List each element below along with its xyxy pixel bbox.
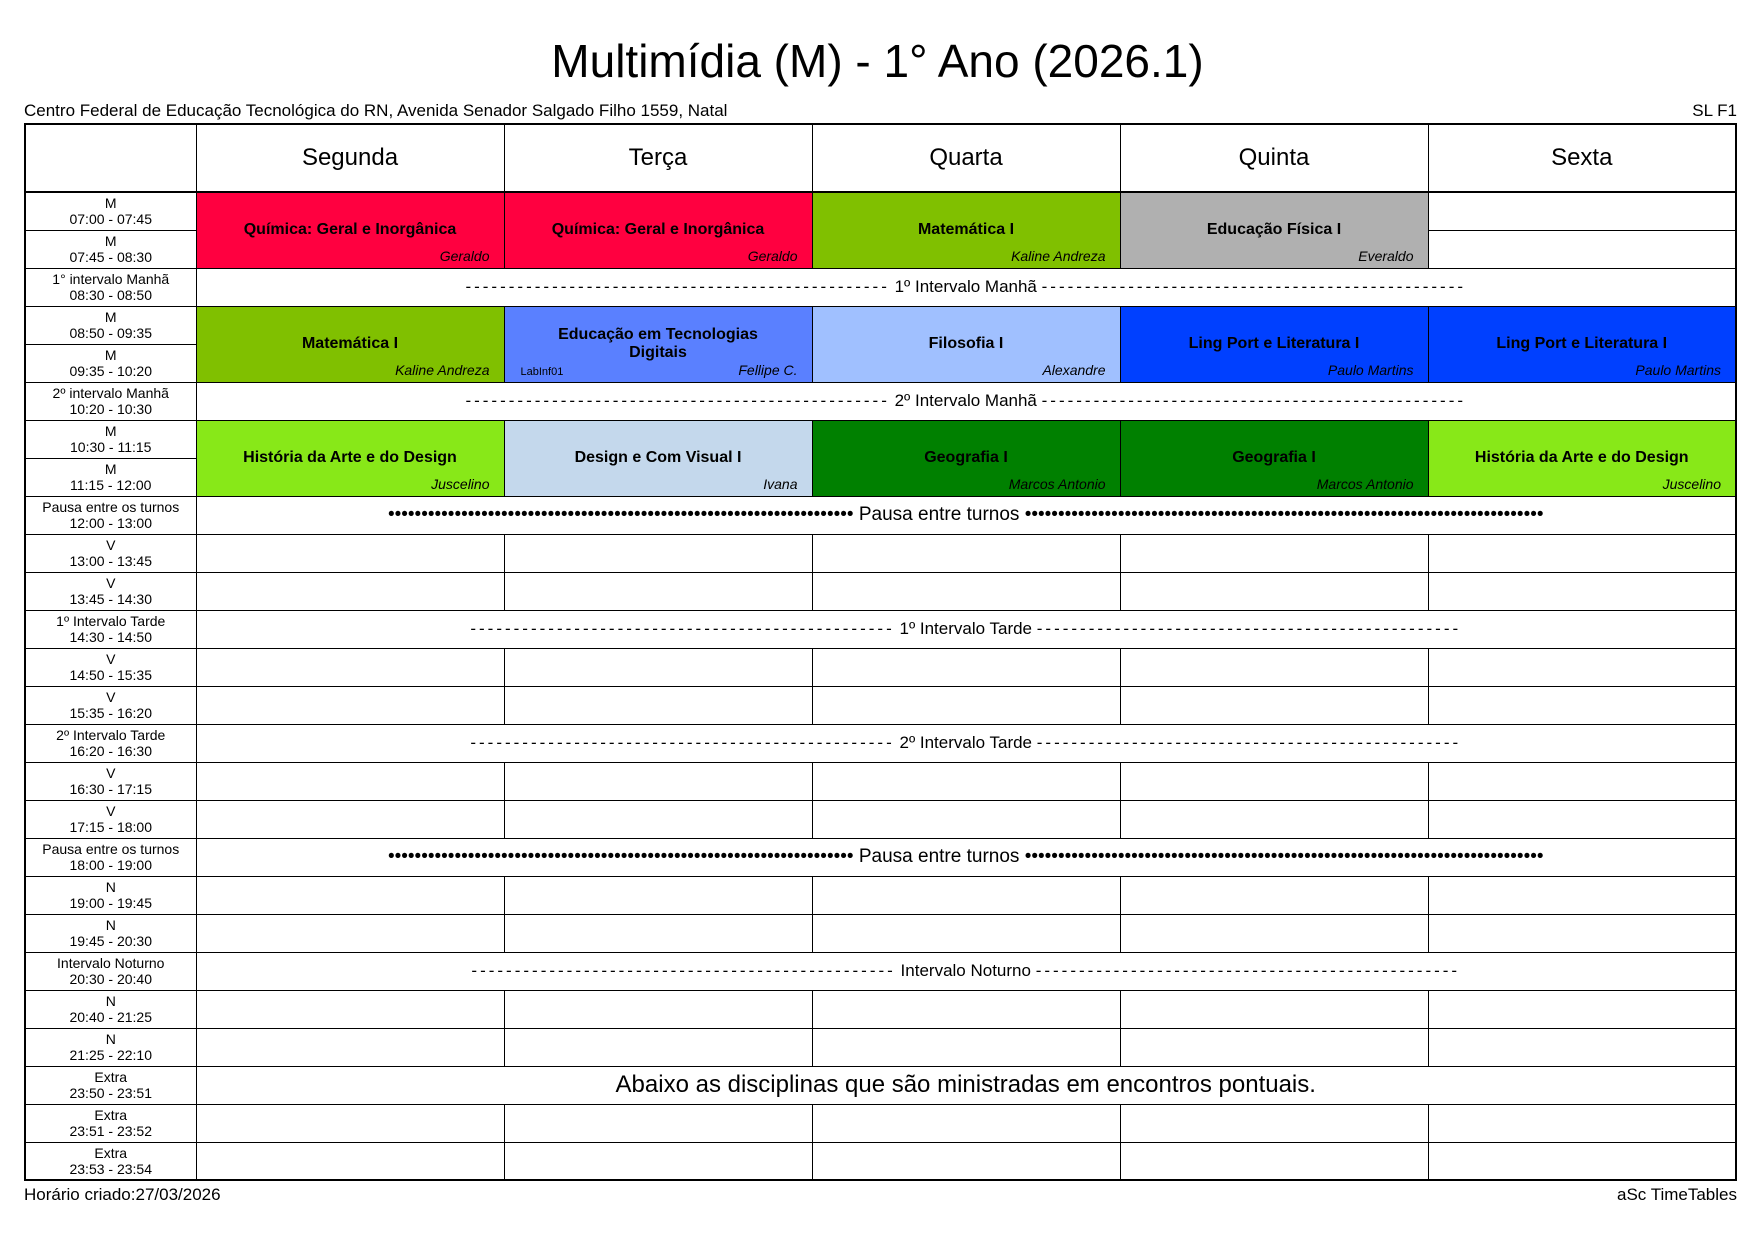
time-slot: Extra 23:50 - 23:51 <box>25 1066 196 1104</box>
empty-cell[interactable] <box>812 762 1120 800</box>
empty-cell[interactable] <box>504 990 812 1028</box>
time-slot: M 07:45 - 08:30 <box>25 230 196 268</box>
break-row: ------------------------------------------------- 1º Intervalo Manhã ------------------------------------------------- <box>196 268 1736 306</box>
time-slot: N 19:45 - 20:30 <box>25 914 196 952</box>
empty-cell[interactable] <box>504 648 812 686</box>
lesson-subject: Ling Port e Literatura I <box>1496 335 1668 352</box>
empty-cell[interactable] <box>196 648 504 686</box>
empty-cell[interactable] <box>812 648 1120 686</box>
pause-row: •••••••••••••••••••••••••••••••••••••••••••••••••••••••••••••••••••••• Pausa entre turnos •••••••••••••••••••••••••••••••••••••••••••••••••••••••••••••••••••••••••••••• <box>196 496 1736 534</box>
lesson-cell[interactable] <box>196 306 504 382</box>
empty-cell[interactable] <box>812 914 1120 952</box>
empty-cell[interactable] <box>812 534 1120 572</box>
empty-cell[interactable] <box>1428 1104 1736 1142</box>
lesson-subject: Filosofia I <box>928 335 1004 352</box>
break-row: ------------------------------------------------- Intervalo Noturno ------------------------------------------------- <box>196 952 1736 990</box>
time-slot: Extra 23:51 - 23:52 <box>25 1104 196 1142</box>
lesson-cell[interactable] <box>812 306 1120 382</box>
lesson-cell[interactable] <box>504 420 812 496</box>
lesson-cell[interactable] <box>504 192 812 268</box>
break-label: 1º Intervalo Manhã <box>894 277 1037 296</box>
empty-cell[interactable] <box>1428 1028 1736 1066</box>
lesson-teacher: Everaldo <box>1358 247 1414 264</box>
lesson-subject: Educação em Tecnologias Digitais <box>558 326 758 361</box>
empty-cell[interactable] <box>812 686 1120 724</box>
day-header: Segunda <box>196 124 504 192</box>
time-slot: 2º intervalo Manhã 10:20 - 10:30 <box>25 382 196 420</box>
lesson-cell[interactable] <box>1120 192 1428 268</box>
time-slot: V 15:35 - 16:20 <box>25 686 196 724</box>
lesson-teacher: Alexandre <box>1042 361 1106 378</box>
lesson-cell[interactable] <box>1120 306 1428 382</box>
empty-cell[interactable] <box>196 914 504 952</box>
time-slot: N 19:00 - 19:45 <box>25 876 196 914</box>
lesson-subject: Educação Física I <box>1206 221 1342 239</box>
lesson-cell[interactable] <box>812 420 1120 496</box>
break-label: 2º Intervalo Tarde <box>899 733 1033 752</box>
break-row: ------------------------------------------------- 1º Intervalo Tarde ------------------------------------------------- <box>196 610 1736 648</box>
empty-cell[interactable] <box>1428 230 1736 268</box>
time-slot: M 10:30 - 11:15 <box>25 420 196 458</box>
empty-cell[interactable] <box>196 1142 504 1180</box>
lesson-cell[interactable] <box>504 306 812 382</box>
corner-cell <box>25 124 196 192</box>
time-slot: Pausa entre os turnos 12:00 - 13:00 <box>25 496 196 534</box>
empty-cell[interactable] <box>1120 686 1428 724</box>
empty-cell[interactable] <box>1120 914 1428 952</box>
day-header: Quarta <box>812 124 1120 192</box>
created-date: Horário criado:27/03/2026 <box>24 1185 221 1204</box>
lesson-teacher: Marcos Antonio <box>1316 475 1414 492</box>
lesson-teacher: Fellipe C. <box>738 361 798 378</box>
empty-cell[interactable] <box>1120 1104 1428 1142</box>
lesson-cell[interactable] <box>196 192 504 268</box>
day-header: Sexta <box>1428 124 1736 192</box>
time-slot: M 11:15 - 12:00 <box>25 458 196 496</box>
empty-cell[interactable] <box>504 1028 812 1066</box>
lesson-subject: Geografia I <box>1232 449 1316 466</box>
empty-cell[interactable] <box>1120 572 1428 610</box>
lesson-teacher: Marcos Antonio <box>1008 475 1106 492</box>
timetable <box>24 123 1737 1181</box>
time-slot: M 08:50 - 09:35 <box>25 306 196 344</box>
empty-cell[interactable] <box>812 1104 1120 1142</box>
lesson-subject: História da Arte e do Design <box>1474 449 1689 466</box>
extra-note: Abaixo as disciplinas que são ministradas em encontros pontuais. <box>196 1066 1736 1104</box>
empty-cell[interactable] <box>1428 648 1736 686</box>
lesson-subject: História da Arte e do Design <box>243 449 457 466</box>
empty-cell[interactable] <box>504 534 812 572</box>
time-slot: M 07:00 - 07:45 <box>25 192 196 230</box>
empty-cell[interactable] <box>504 800 812 838</box>
break-row: ------------------------------------------------- 2º Intervalo Tarde ------------------------------------------------- <box>196 724 1736 762</box>
break-label: 2º Intervalo Manhã <box>894 391 1037 410</box>
empty-cell[interactable] <box>1428 572 1736 610</box>
lesson-teacher: Kaline Andreza <box>395 361 490 378</box>
lesson-subject: Design e Com Visual I <box>574 449 742 466</box>
empty-cell[interactable] <box>1120 1028 1428 1066</box>
time-slot: 1° intervalo Manhã 08:30 - 08:50 <box>25 268 196 306</box>
generator-credit: aSc TimeTables <box>1617 1185 1737 1204</box>
pause-label: Pausa entre turnos <box>858 504 1020 525</box>
time-slot: Intervalo Noturno 20:30 - 20:40 <box>25 952 196 990</box>
empty-cell[interactable] <box>196 876 504 914</box>
empty-cell[interactable] <box>196 990 504 1028</box>
lesson-teacher: Paulo Martins <box>1635 361 1721 378</box>
empty-cell[interactable] <box>812 990 1120 1028</box>
time-slot: M 09:35 - 10:20 <box>25 344 196 382</box>
school-address: Centro Federal de Educação Tecnológica do RN, Avenida Senador Salgado Filho 1559, Natal <box>24 101 728 120</box>
empty-cell[interactable] <box>1428 1142 1736 1180</box>
empty-cell[interactable] <box>1428 990 1736 1028</box>
lesson-teacher: Geraldo <box>747 247 798 264</box>
empty-cell[interactable] <box>1428 876 1736 914</box>
lesson-teacher: Paulo Martins <box>1327 361 1414 378</box>
time-slot: 2º Intervalo Tarde 16:20 - 16:30 <box>25 724 196 762</box>
time-slot: Pausa entre os turnos 18:00 - 19:00 <box>25 838 196 876</box>
empty-cell[interactable] <box>1120 534 1428 572</box>
lesson-teacher: Juscelino <box>431 475 490 492</box>
time-slot: V 13:00 - 13:45 <box>25 534 196 572</box>
lesson-teacher: Kaline Andreza <box>1011 247 1106 264</box>
break-label: Intervalo Noturno <box>900 961 1031 980</box>
lesson-subject: Matemática I <box>301 335 399 352</box>
empty-cell[interactable] <box>1120 648 1428 686</box>
time-slot: N 21:25 - 22:10 <box>25 1028 196 1066</box>
empty-cell[interactable] <box>1120 800 1428 838</box>
days-header-row <box>25 124 1736 192</box>
empty-cell[interactable] <box>196 572 504 610</box>
empty-cell[interactable] <box>1428 192 1736 230</box>
empty-cell[interactable] <box>196 1104 504 1142</box>
empty-cell[interactable] <box>1428 800 1736 838</box>
day-header: Quinta <box>1120 124 1428 192</box>
lesson-teacher: Geraldo <box>439 247 490 264</box>
empty-cell[interactable] <box>812 572 1120 610</box>
lesson-room: LabInf01 <box>520 365 564 378</box>
empty-cell[interactable] <box>504 1104 812 1142</box>
lesson-subject: Ling Port e Literatura I <box>1188 335 1360 352</box>
page-title: Multimídia (M) - 1° Ano (2026.1) <box>551 35 1204 87</box>
empty-cell[interactable] <box>196 762 504 800</box>
empty-cell[interactable] <box>504 876 812 914</box>
lesson-subject: Química: Geral e Inorgânica <box>243 221 457 239</box>
empty-cell[interactable] <box>196 800 504 838</box>
time-slot: V 17:15 - 18:00 <box>25 800 196 838</box>
empty-cell[interactable] <box>1120 990 1428 1028</box>
empty-cell[interactable] <box>504 572 812 610</box>
empty-cell[interactable] <box>504 686 812 724</box>
empty-cell[interactable] <box>1428 914 1736 952</box>
empty-cell[interactable] <box>812 876 1120 914</box>
time-slot: V 14:50 - 15:35 <box>25 648 196 686</box>
empty-cell[interactable] <box>504 914 812 952</box>
empty-cell[interactable] <box>812 1142 1120 1180</box>
empty-cell[interactable] <box>1120 762 1428 800</box>
time-slot: N 20:40 - 21:25 <box>25 990 196 1028</box>
pause-row: •••••••••••••••••••••••••••••••••••••••••••••••••••••••••••••••••••••• Pausa entre turnos •••••••••••••••••••••••••••••••••••••••••••••••••••••••••••••••••••••••••••••• <box>196 838 1736 876</box>
room-code: SL F1 <box>1692 101 1737 120</box>
lesson-cell[interactable] <box>196 420 504 496</box>
lesson-cell[interactable] <box>1120 420 1428 496</box>
empty-cell[interactable] <box>1120 876 1428 914</box>
empty-cell[interactable] <box>1120 1142 1428 1180</box>
empty-cell[interactable] <box>1428 686 1736 724</box>
lesson-subject: Matemática I <box>917 221 1015 239</box>
empty-cell[interactable] <box>504 762 812 800</box>
empty-cell[interactable] <box>196 686 504 724</box>
empty-cell[interactable] <box>1428 534 1736 572</box>
lesson-cell[interactable] <box>1428 306 1736 382</box>
empty-cell[interactable] <box>812 1028 1120 1066</box>
break-row: ------------------------------------------------- 2º Intervalo Manhã ------------------------------------------------- <box>196 382 1736 420</box>
lesson-subject: Geografia I <box>924 449 1008 466</box>
time-slot: Extra 23:53 - 23:54 <box>25 1142 196 1180</box>
pause-label: Pausa entre turnos <box>858 846 1020 867</box>
time-slot: 1º Intervalo Tarde 14:30 - 14:50 <box>25 610 196 648</box>
lesson-subject: Química: Geral e Inorgânica <box>551 221 765 239</box>
break-label: 1º Intervalo Tarde <box>899 619 1033 638</box>
time-slot: V 16:30 - 17:15 <box>25 762 196 800</box>
time-slot: V 13:45 - 14:30 <box>25 572 196 610</box>
empty-cell[interactable] <box>196 1028 504 1066</box>
empty-cell[interactable] <box>812 800 1120 838</box>
lesson-teacher: Ivana <box>763 475 798 492</box>
day-header: Terça <box>504 124 812 192</box>
empty-cell[interactable] <box>504 1142 812 1180</box>
lesson-teacher: Juscelino <box>1662 475 1721 492</box>
lesson-cell[interactable] <box>812 192 1120 268</box>
empty-cell[interactable] <box>196 534 504 572</box>
lesson-cell[interactable] <box>1428 420 1736 496</box>
empty-cell[interactable] <box>1428 762 1736 800</box>
